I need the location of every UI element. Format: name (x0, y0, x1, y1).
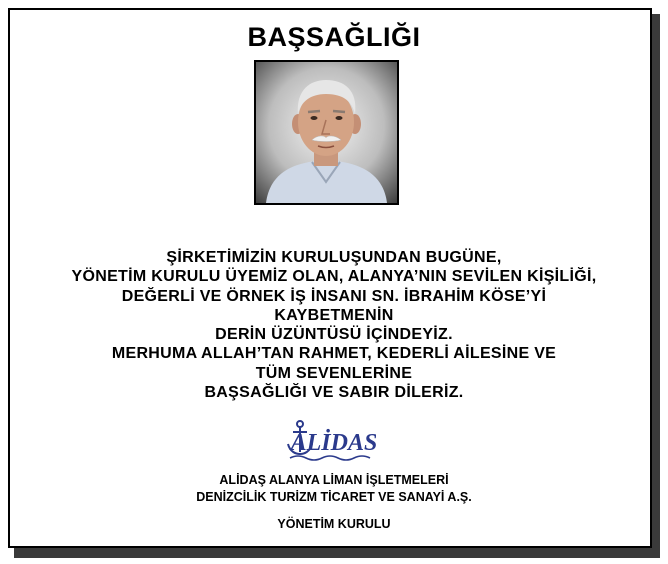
message-line: DERİN ÜZÜNTÜSÜ İÇİNDEYİZ. (215, 326, 453, 344)
company-name (0, 472, 668, 506)
message-line: BAŞSAĞLIĞI VE SABIR DİLERİZ. (204, 384, 464, 402)
logo-wordmark: ALİDAS (290, 430, 376, 456)
message-line: KAYBETMENİN (274, 306, 394, 324)
message-line: TÜM SEVENLERİNE (255, 364, 413, 382)
message-line: MERHUMA ALLAH’TAN RAHMET, KEDERLİ AİLESİNE VE (111, 345, 557, 363)
message-line: YÖNETİM KURULU ÜYEMİZ OLAN, ALANYA’NIN SEVİLEN KİŞİLİĞİ, (71, 268, 597, 286)
company-line: DENİZCİLİK TURİZM TİCARET VE SANAYİ A.Ş. (196, 490, 472, 504)
condolence-message (20, 248, 648, 402)
message-line: ŞİRKETİMİZİN KURULUŞUNDAN BUGÜNE, (166, 249, 502, 266)
notice-title: BAŞSAĞLIĞI (247, 22, 421, 52)
signature: YÖNETİM KURULU (277, 517, 391, 531)
portrait-figure (256, 62, 397, 203)
message-line: DEĞERLİ VE ÖRNEK İŞ İNSANI SN. İBRAHİM KÖSE’Yİ (121, 287, 547, 305)
anchor-logo-icon (280, 418, 376, 462)
company-line: ALİDAŞ ALANYA LİMAN İŞLETMELERİ (219, 473, 449, 487)
alidas-logo (280, 418, 376, 462)
portrait-photo (254, 60, 399, 205)
